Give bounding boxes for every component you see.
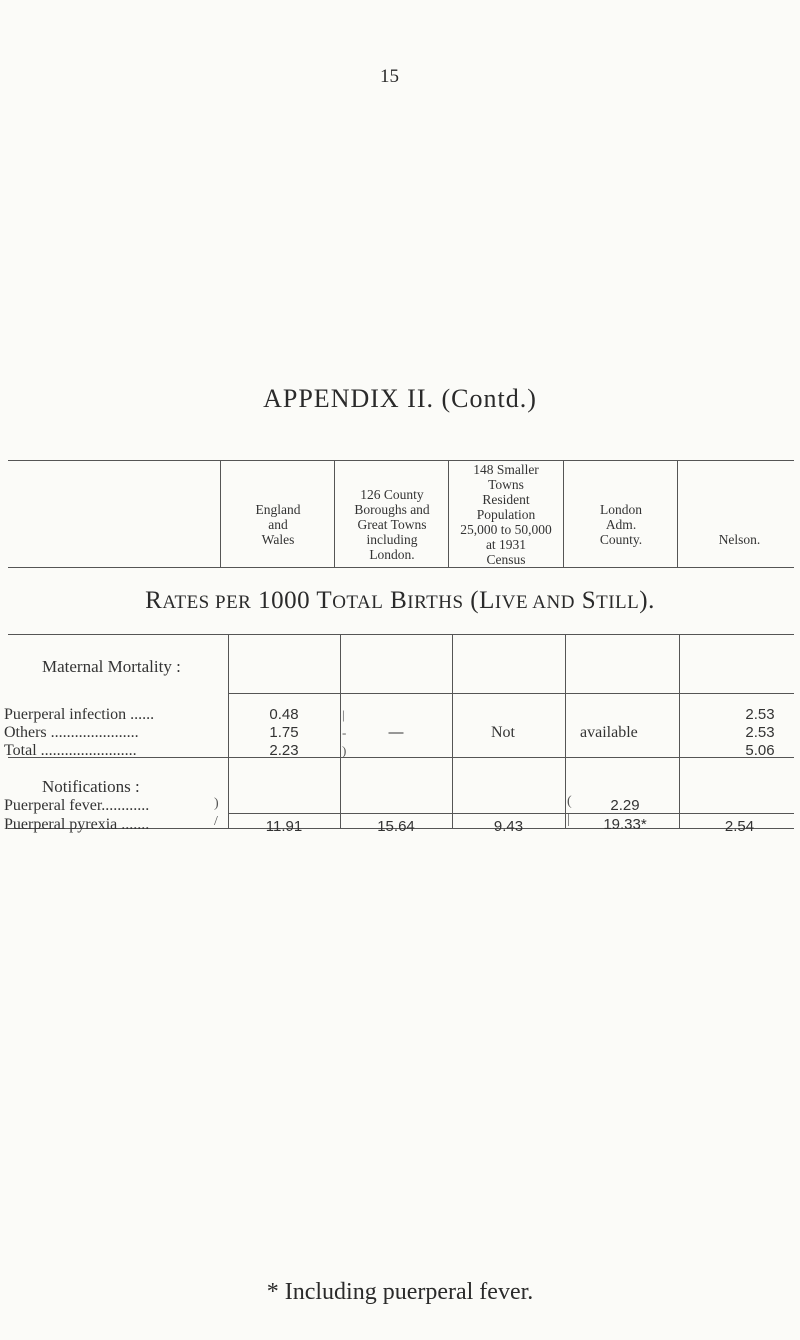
footnote: * Including puerperal fever. bbox=[266, 1279, 534, 1305]
header-divider bbox=[334, 461, 335, 567]
table-divider bbox=[679, 634, 680, 828]
table-rule bbox=[228, 693, 794, 694]
notif-nelson: 2.54 bbox=[724, 818, 755, 835]
row-label-total: Total ........................ bbox=[4, 742, 137, 759]
col-header-county-boroughs: 126 County Boroughs and Great Towns including London. bbox=[354, 487, 430, 562]
row-label-puerperal-fever: Puerperal fever............ bbox=[4, 797, 150, 814]
notif-london-fever: 2.29 bbox=[610, 797, 640, 814]
table-rule bbox=[228, 813, 794, 814]
col-header-smaller-towns: 148 Smaller Towns Resident Population 25,000 to 50,000 at 1931 Census bbox=[460, 462, 552, 567]
row-label-others: Others ...................... bbox=[4, 724, 139, 741]
table-rule bbox=[8, 634, 794, 635]
london-brace: ( | bbox=[567, 794, 572, 827]
rates-heading: RATES PER 1000 TOTAL BIRTHS (LIVE AND STILL). bbox=[145, 587, 655, 614]
ew-others: 1.75 bbox=[269, 724, 299, 741]
ew-total: 2.23 bbox=[269, 742, 299, 759]
maternal-mortality-heading: Maternal Mortality : bbox=[42, 657, 181, 676]
col-header-london: London Adm. County. bbox=[599, 502, 643, 547]
ew-puerperal-infection: 0.48 bbox=[269, 706, 299, 723]
row-label-puerperal-pyrexia: Puerperal pyrexia ....... bbox=[4, 816, 150, 833]
table-divider bbox=[565, 634, 566, 828]
label-bracket: ) / bbox=[214, 796, 219, 829]
notif-smaller: 9.43 bbox=[493, 818, 524, 835]
header-divider bbox=[677, 461, 678, 567]
nelson-total: 5.06 bbox=[745, 742, 775, 759]
nelson-others: 2.53 bbox=[745, 724, 775, 741]
page-title: APPENDIX II. (Contd.) bbox=[263, 384, 537, 413]
page-number: 15 bbox=[380, 66, 399, 87]
header-divider bbox=[220, 461, 221, 567]
nelson-puerperal-infection: 2.53 bbox=[745, 706, 775, 723]
col-header-nelson: Nelson. bbox=[718, 532, 761, 547]
not-available-not: Not bbox=[491, 724, 515, 741]
notif-ew: 11.91 bbox=[265, 818, 303, 835]
notif-london-pyrexia: 19.33* bbox=[603, 816, 647, 833]
notifications-heading: Notifications : bbox=[42, 777, 140, 796]
col-header-england-wales: England and Wales bbox=[255, 502, 301, 547]
county-dash: — bbox=[388, 724, 404, 741]
notif-county: 15.64 bbox=[377, 818, 415, 835]
not-available-available: available bbox=[580, 724, 638, 741]
table-divider bbox=[452, 634, 453, 828]
header-bottom-rule bbox=[8, 567, 794, 568]
row-label-puerperal-infection: Puerperal infection ...... bbox=[4, 706, 155, 723]
county-bracket: | - ) bbox=[342, 707, 347, 758]
